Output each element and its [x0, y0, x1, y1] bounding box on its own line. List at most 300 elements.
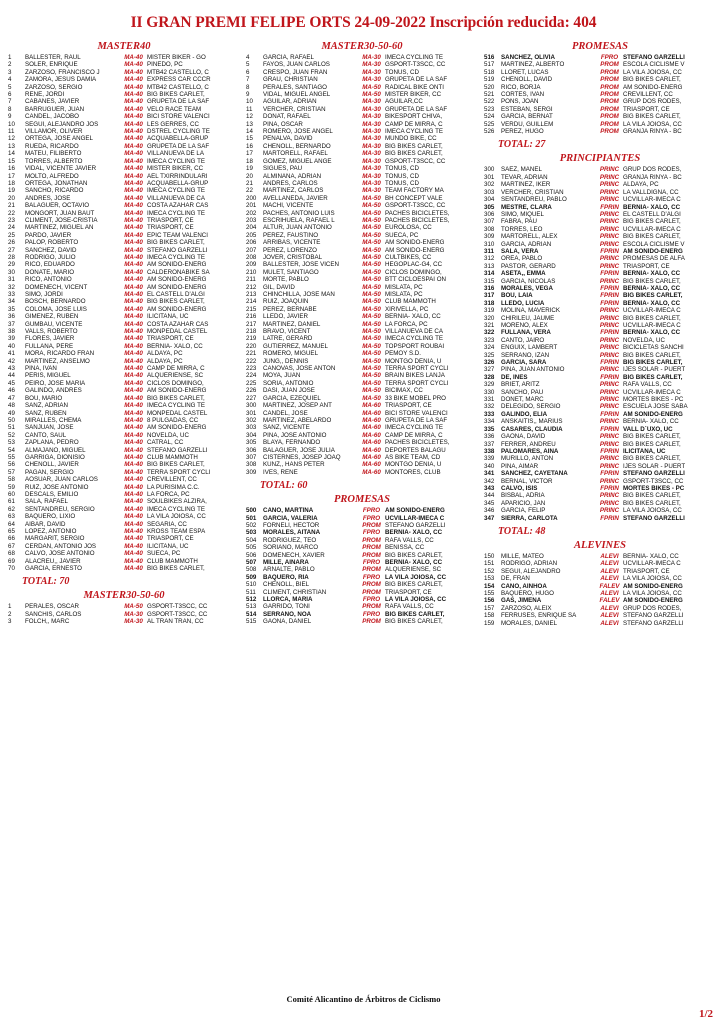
table-row [484, 352, 716, 359]
cell-cat: MA-40 [124, 216, 143, 224]
cell-num: 207 [246, 246, 257, 254]
cell-cat: MA-50 [362, 224, 381, 232]
cell-cat: PROM [600, 61, 619, 69]
cell-name: MARGARIT, SERGIO [25, 535, 85, 543]
cell-name: DE, FRAN [501, 575, 530, 583]
cell-cat: MA-30 [362, 113, 381, 121]
table-row [8, 513, 240, 520]
table-row [484, 204, 716, 211]
cell-club: STEFANO GARZELLI [147, 246, 208, 254]
cell-club: LA PURISIMA C.C. [147, 483, 200, 491]
cell-cat: MA-40 [124, 253, 143, 261]
table-row [8, 603, 240, 610]
cell-club: BIG BIKES CARLET, [385, 610, 445, 618]
cell-name: ORTEGA, JOSE ANGEL [25, 135, 93, 143]
cell-cat: ALEVI [600, 612, 619, 620]
cell-name: BLAYA, FERNANDO [263, 439, 321, 447]
cell-cat: PRINC [599, 396, 620, 404]
cell-name: FLORES, JAVIER [25, 335, 75, 343]
table-row [246, 321, 478, 328]
table-row [484, 455, 716, 462]
cell-name: CISTERNES, JOSEP JOAQ [263, 453, 341, 461]
cell-name: SANCHEZ, DAVID [25, 246, 77, 254]
cell-cat: MA-40 [124, 298, 143, 306]
cell-club: SEGARIA, CC [147, 520, 187, 528]
table-row [484, 322, 716, 329]
cell-club: TONUS, CD [385, 179, 419, 187]
table-row [8, 535, 240, 542]
cell-name: GARCIA, FELIP [501, 507, 546, 515]
table-row [8, 113, 240, 120]
cell-cat: MA-30 [362, 120, 381, 128]
cell-club: TRIASPORT, CE [623, 262, 670, 270]
cell-cat: MA-60 [362, 453, 381, 461]
cell-name: COLOMA, JOSE LUIS [25, 305, 87, 313]
cell-club: MTB42 CASTELLO, C [147, 83, 209, 91]
cell-num: 314 [484, 270, 495, 278]
cell-club: GRANJA RINYA - BC [623, 128, 682, 136]
cell-name: SENTANDREU, PABLO [501, 196, 567, 204]
cell-cat: MA-50 [362, 394, 381, 402]
cell-num: 3 [8, 618, 12, 626]
table-row [246, 173, 478, 180]
cell-cat: MA-60 [362, 402, 381, 410]
cell-num: 21 [8, 202, 15, 210]
cell-club: LES GERRES, CC [147, 120, 199, 128]
cell-num: 9 [246, 91, 250, 99]
cell-club: EXPRESS CAR CCCR [147, 76, 211, 84]
table-row [484, 113, 716, 120]
cell-num: 206 [246, 239, 257, 247]
cell-num: 65 [8, 528, 15, 535]
cell-num: 55 [8, 453, 15, 461]
cell-cat: MA-60 [362, 416, 381, 424]
cell-name: CABANES, JAVIER [25, 98, 80, 106]
cell-club: VILLANUEVA DE CA [385, 328, 444, 336]
cell-num: 7 [246, 76, 250, 84]
cell-num: 221 [246, 350, 257, 358]
cell-cat: MA-40 [124, 179, 143, 187]
cell-club: LA VILA JOIOSA, CC [623, 507, 682, 515]
cell-num: 303 [484, 188, 495, 196]
table-row [484, 106, 716, 113]
table-row [484, 189, 716, 196]
table-row [246, 232, 478, 239]
cell-club: BIG BIKES CARLET, [623, 351, 681, 359]
cell-cat: MA-30 [124, 610, 143, 618]
cell-club: ESCUELA JOSE SABA [623, 403, 688, 411]
cell-club: COSTA AZAHAR CAS [147, 320, 209, 328]
cell-club: ACQUABELLA-GRUP [147, 135, 209, 143]
cell-num: 8 [246, 83, 250, 91]
table-row [8, 106, 240, 113]
cell-cat: FPRO [362, 514, 381, 522]
cell-name: ROMERO, JOSE ANGEL [263, 128, 333, 136]
cell-num: 20 [246, 172, 253, 180]
cell-club: IMECA CYCLING TE [147, 253, 205, 261]
cell-name: MORALES, AITANA [263, 529, 321, 537]
cell-name: PERIS, MIGUEL [25, 372, 71, 380]
table-row [8, 350, 240, 357]
cell-club: MUNDO BIKE, CC [385, 135, 437, 143]
cell-num: 310 [484, 240, 495, 248]
cell-num: 522 [484, 98, 495, 106]
table-row [8, 61, 240, 68]
table-row [8, 121, 240, 128]
table-row [8, 439, 240, 446]
table-row [8, 321, 240, 328]
cell-cat: FPRIN [600, 425, 619, 433]
cell-num: 327 [484, 366, 495, 374]
cell-club: AM SONIDO-ENERG [385, 246, 445, 254]
cell-num: 323 [484, 336, 495, 344]
cell-club: ALDAYA, PC [147, 357, 183, 365]
table-row [8, 239, 240, 246]
cell-name: BRAVO, VICENT [263, 328, 311, 336]
cell-club: HEGOPLAC-G4, CC [385, 261, 443, 269]
cell-cat: PROM [600, 98, 619, 106]
cell-name: IVES, RENE [263, 468, 298, 476]
cell-name: GAONA, DANIEL [263, 618, 312, 626]
table-row [8, 54, 240, 61]
cell-num: 154 [484, 582, 495, 590]
cell-name: PEREZ, LORENZO [263, 246, 317, 254]
cell-name: APARICIO, JAN [501, 499, 546, 507]
cell-name: CALVO, JOSE ANTONIO [25, 550, 95, 558]
cell-name: ROMERO, MIGUEL [263, 350, 319, 358]
cell-name: ESCRIHUELA, RAFAEL L [263, 216, 335, 224]
cell-cat: MA-40 [124, 520, 143, 528]
table-row [484, 226, 716, 233]
table-row [484, 76, 716, 83]
cell-name: FERRER, ANDREU [501, 440, 556, 448]
cell-num: 66 [8, 535, 15, 543]
table-row [8, 469, 240, 476]
cell-cat: MA-50 [362, 83, 381, 91]
cell-name: LLEDO, JAVIER [263, 313, 308, 321]
cell-num: 203 [246, 216, 257, 224]
cell-cat: MA-40 [124, 416, 143, 424]
cell-name: LLORCA, MARIA [263, 596, 313, 604]
cell-num: 15 [8, 157, 15, 165]
cell-cat: MA-50 [362, 291, 381, 298]
cell-cat: MA-40 [124, 305, 143, 313]
cell-club: STEFANO GARZELLI [623, 619, 684, 627]
table-row [484, 448, 716, 455]
table-row [8, 247, 240, 254]
cell-cat: MA-40 [124, 91, 143, 99]
section-total: TOTAL: 60 [260, 480, 308, 492]
cell-num: 4 [8, 76, 12, 84]
cell-cat: MA-30 [362, 61, 381, 69]
cell-name: CANTO, JAIRO [501, 336, 545, 344]
table-row [8, 424, 240, 431]
cell-num: 313 [484, 262, 495, 270]
cell-club: IMECA CYCLING TE [385, 335, 443, 343]
table-row [246, 335, 478, 342]
table-row [246, 372, 478, 379]
cell-name: AGUILAR, ADRIAN [263, 98, 317, 106]
cell-club: GRUPETA DE LA SAF [385, 105, 448, 113]
cell-cat: MA-30 [362, 68, 381, 76]
cell-num: 525 [484, 120, 495, 128]
table-row [484, 463, 716, 470]
table-row [246, 276, 478, 283]
cell-num: 37 [8, 320, 15, 328]
cell-club: TRIASPORT, CE [147, 335, 194, 343]
cell-name: LOPEZ, ANTONIO [25, 528, 77, 535]
cell-name: SOLER, ENRIQUE [25, 61, 78, 69]
cell-cat: MA-60 [362, 409, 381, 417]
cell-num: 506 [246, 551, 257, 559]
cell-num: 2 [8, 610, 12, 618]
cell-num: 204 [246, 224, 257, 232]
cell-club: GSPORT-T3SCC, CC [385, 202, 446, 210]
cell-num: 301 [246, 409, 257, 417]
cell-name: GARRIGA, DIONISIO [25, 453, 85, 461]
table-row [246, 343, 478, 350]
cell-name: DONET, MARC [501, 396, 544, 404]
cell-cat: MA-60 [362, 446, 381, 454]
cell-club: LA VILA JOIOSA, CC [623, 575, 682, 583]
table-row [484, 366, 716, 373]
cell-club: RADICAL BIKE ONTI [385, 83, 444, 91]
cell-name: GIL, DAVID [263, 283, 295, 291]
cell-name: SALA, VERA [501, 247, 539, 255]
cell-cat: PRINC [599, 492, 620, 500]
cell-club: BERNIA- XALO, CC [623, 552, 679, 560]
cell-cat: PROM [600, 68, 619, 76]
cell-num: 330 [484, 388, 495, 396]
cell-club: BIG BIKES CARLET, [385, 618, 443, 626]
cell-club: AS BIKE TEAM, CD [385, 453, 441, 461]
category-heading: PROMESAS [571, 41, 629, 52]
cell-club: 33 BIKE MOBEL PRO [385, 394, 446, 402]
cell-cat: MA-40 [124, 550, 143, 558]
cell-club: UCVILLAR-IMECA C [385, 514, 445, 522]
cell-cat: MA-50 [362, 335, 381, 343]
cell-cat: MA-50 [362, 372, 381, 380]
cell-cat: PROM [600, 128, 619, 136]
cell-club: BERNIA- XALO, CC [623, 203, 681, 211]
table-row [484, 403, 716, 410]
cell-num: 502 [246, 521, 257, 529]
cell-cat: MA-50 [124, 603, 143, 611]
cell-cat: PRINC [599, 499, 620, 507]
cell-cat: FPRO [362, 596, 381, 604]
column-1 [8, 38, 240, 626]
cell-num: 328 [484, 373, 495, 381]
cell-club: BRAIN BIKES LANJA [385, 372, 445, 380]
cell-num: 302 [484, 181, 495, 189]
cell-cat: MA-40 [124, 476, 143, 484]
cell-num: 205 [246, 231, 257, 239]
cell-cat: MA-40 [124, 490, 143, 498]
cell-club: BIG BIKES CARLET, [147, 565, 205, 573]
cell-club: BIG BIKES CARLET, [147, 298, 205, 306]
cell-num: 50 [8, 416, 15, 424]
cell-name: BOU, MARIO [25, 394, 63, 402]
cell-num: 341 [484, 470, 495, 478]
cell-cat: MA-30 [362, 98, 381, 106]
table-row [484, 307, 716, 314]
cell-name: SIMO, JORDI [25, 291, 63, 298]
cell-name: FORNELI, HECTOR [263, 521, 320, 529]
cell-name: GARCIA, ERNESTO [25, 565, 82, 573]
cell-club: DSTREL CYCLING TE [147, 128, 210, 136]
table-row [484, 374, 716, 381]
cell-name: LATRE, GERARD [263, 335, 313, 343]
cell-name: CANO, AINHOA [501, 582, 547, 590]
cell-name: GARCIA, RAFAEL [263, 54, 314, 61]
cell-name: FABRA, PAU [501, 218, 537, 226]
cell-cat: MA-60 [362, 424, 381, 432]
cell-club: BIG BIKES CARLET, [147, 394, 205, 402]
cell-club: AM SONIDO-ENERG [623, 597, 683, 605]
cell-num: 504 [246, 536, 257, 544]
table-row [246, 603, 478, 610]
table-row [484, 568, 716, 575]
cell-club: LA VILA JOIOSA, CC [623, 68, 682, 76]
table-row [246, 91, 478, 98]
cell-name: FOLCH,, MARC [25, 618, 70, 626]
table-row [246, 439, 478, 446]
cell-num: 20 [8, 194, 15, 202]
cell-cat: ALEVI [600, 552, 619, 560]
cell-name: BARRUGUER, JUAN [25, 105, 85, 113]
cell-name: SALA, RAFAEL [25, 498, 68, 506]
table-row [8, 558, 240, 565]
cell-cat: MA-50 [362, 209, 381, 217]
cell-club: CULTBIKES, CC [385, 253, 432, 261]
table-row [246, 515, 478, 522]
cell-name: PINA, IVAN [25, 365, 57, 373]
cell-num: 43 [8, 365, 15, 373]
cell-num: 12 [246, 113, 253, 121]
cell-cat: PROM [362, 618, 381, 626]
cell-club: LA FORCA, PC [147, 490, 190, 498]
cell-name: MARTORELL, ALEX [501, 233, 558, 241]
cell-name: ZAMORA, JESUS DAMIA [25, 76, 97, 84]
cell-name: CANTO, SAUL [25, 431, 67, 439]
cell-num: 208 [246, 253, 257, 261]
table-row [246, 395, 478, 402]
cell-club: BERNIA- XALO, CC [623, 418, 679, 426]
cell-name: ENGUIX, LAMBERT [501, 344, 558, 352]
cell-club: MISLATA, PC [385, 283, 423, 291]
cell-name: SANJUAN, JOSE [25, 424, 74, 432]
cell-name: DONATE, MARIO [25, 268, 75, 276]
cell-num: 11 [246, 105, 253, 113]
cell-num: 2 [8, 61, 12, 69]
footer-text: Comité Alicantino de Árbitros de Ciclismo [286, 994, 441, 1004]
cell-name: BOU, LAIA [501, 292, 533, 300]
table-row [8, 261, 240, 268]
cell-name: VIDAL, VICENTE JAVIER [25, 165, 97, 173]
cell-name: GAONA, DAVID [501, 433, 546, 441]
cell-club: PROMESAS DE ALFA [623, 255, 685, 263]
cell-club: DEPORTES BALAGU [385, 446, 446, 454]
cell-club: AM SONIDO-ENERG [147, 424, 207, 432]
cell-club: AM SONIDO-ENERG [623, 582, 683, 590]
table-row [8, 618, 240, 625]
cell-name: MILLE, AINARA [263, 559, 309, 566]
cell-club: UCVILLAR-IMECA C [623, 560, 681, 568]
cell-name: MARTINEZ, ANSELMO [25, 357, 90, 365]
cell-club: IMECA CYCLING TE [147, 402, 205, 410]
cell-name: VERDU, GUILLEM [501, 120, 554, 128]
cell-num: 17 [246, 150, 253, 158]
cell-name: BOSCH, BERNARDO [25, 298, 86, 306]
table-row [246, 522, 478, 529]
cell-name: RODRIGUEZ, TEO [263, 536, 317, 544]
cell-num: 340 [484, 462, 495, 470]
table-row [246, 128, 478, 135]
cell-num: 49 [8, 409, 15, 417]
cell-num: 523 [484, 105, 495, 113]
cell-club: AM SONIDO-ENERG [623, 83, 683, 91]
cell-cat: MA-50 [362, 239, 381, 247]
table-row [484, 285, 716, 292]
cell-name: SENTANDREU, SERGIO [25, 505, 95, 513]
cell-name: PINA, OSCAR [263, 120, 303, 128]
cell-club: CICLOS DOMINGO, [385, 268, 442, 276]
cell-num: 519 [484, 76, 495, 84]
cell-name: AVELLANEDA, JAVIER [263, 194, 328, 202]
cell-club: GSPORT-T3SCC, CC [147, 610, 208, 618]
cell-club: BIG BIKES CARLET, [147, 91, 205, 99]
cell-cat: MA-40 [124, 365, 143, 373]
table-row [484, 54, 716, 61]
cell-name: PARDO, JAVIER [25, 231, 72, 239]
table-row [484, 84, 716, 91]
cell-name: MULET, SANTIAGO [263, 268, 319, 276]
cell-club: BIG BIKES CARLET, [623, 277, 681, 285]
table-row [246, 76, 478, 83]
cell-name: OREA, PABLO [501, 255, 543, 263]
cell-club: LA VILA JOIOSA, CC [623, 590, 682, 597]
cell-cat: FPRO [362, 507, 381, 515]
cell-club: MISTER BIKER, CC [147, 165, 204, 173]
cell-club: UCVILLAR-IMECA C [623, 388, 681, 396]
cell-num: 219 [246, 335, 257, 343]
cell-num: 38 [8, 328, 15, 336]
table-row [246, 143, 478, 150]
cell-club: ALDAYA, PC [623, 181, 659, 189]
cell-name: ARRIBAS, VICENTE [263, 239, 321, 247]
table-row [8, 98, 240, 105]
cell-name: ZAPLANA, PEDRO [25, 439, 79, 447]
cell-name: PEREZ, BERNABE [263, 305, 317, 313]
cell-club: ESCOLA CICLISME V [623, 240, 685, 248]
category-heading: ALEVINES [574, 539, 626, 551]
riders-table [246, 507, 478, 626]
cell-club: EUROLOSA, CC [385, 224, 432, 232]
cell-cat: PRINC [599, 477, 620, 485]
table-row [246, 469, 478, 476]
cell-club: NOVELDA, UC [623, 336, 665, 344]
table-row [484, 492, 716, 499]
column-2 [246, 38, 478, 626]
cell-name: RICO, ANTONIO [25, 276, 72, 284]
cell-club: ILICITANA, UC [147, 542, 189, 550]
table-row [484, 300, 716, 307]
cell-club: AL TRAN TRAN, CC [147, 618, 204, 626]
cell-club: TERRA SPORT CYCLI [147, 468, 211, 476]
cell-club: CREVILLENT, CC [623, 91, 673, 99]
table-row [246, 291, 478, 298]
cell-club: BERNIA- XALO, CC [623, 284, 681, 292]
